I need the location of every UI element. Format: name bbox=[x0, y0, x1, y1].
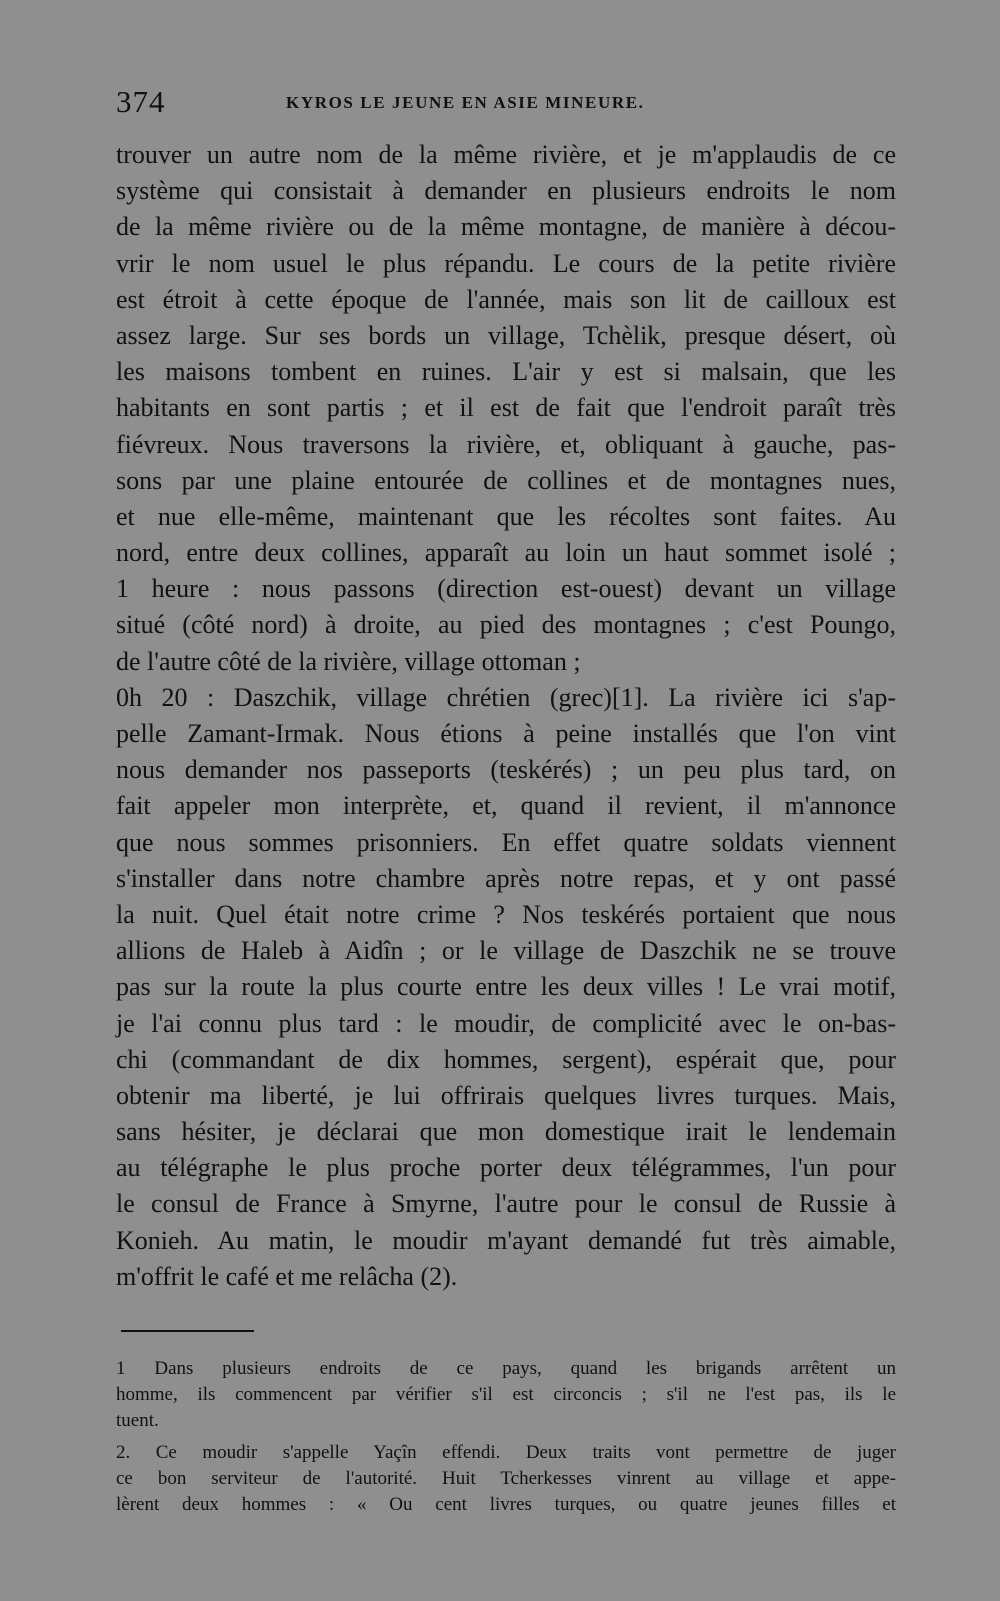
text-line: allions de Haleb à Aidîn ; or le village de Daszchik ne se trouve bbox=[116, 936, 896, 966]
body-text bbox=[116, 137, 896, 1295]
text-line: de l'autre côté de la rivière, village ottoman ; bbox=[116, 646, 581, 676]
text-line: habitants en sont partis ; et il est de fait que l'endroit paraît très bbox=[116, 393, 896, 423]
text-line: fait appeler mon interprète, et, quand il revient, il m'annonce bbox=[116, 791, 896, 821]
text-line: trouver un autre nom de la même rivière, et je m'applaudis de ce bbox=[116, 140, 896, 169]
footnotes bbox=[116, 1356, 896, 1518]
footnote-line: 2. Ce moudir s'appelle Yaçîn effendi. Deux traits vont permettre de juger bbox=[116, 1442, 896, 1463]
text-line: chi (commandant de dix hommes, sergent), espérait que, pour bbox=[116, 1044, 896, 1074]
text-line: obtenir ma liberté, je lui offrirais quelques livres turques. Mais, bbox=[116, 1080, 896, 1110]
text-line: de la même rivière ou de la même montagne, de manière à décou- bbox=[116, 212, 896, 242]
footnote-2 bbox=[116, 1440, 896, 1518]
text-line: nous demander nos passeports (teskérés) ; un peu plus tard, on bbox=[116, 755, 896, 785]
text-line: Konieh. Au matin, le moudir m'ayant demandé fut très aimable, bbox=[116, 1225, 896, 1255]
text-line: s'installer dans notre chambre après notre repas, et y ont passé bbox=[116, 863, 896, 893]
text-line: pas sur la route la plus courte entre les deux villes ! Le vrai motif, bbox=[116, 972, 896, 1002]
text-line: pelle Zamant-Irmak. Nous étions à peine installés que l'on vint bbox=[116, 719, 896, 748]
text-line: système qui consistait à demander en plusieurs endroits le nom bbox=[116, 176, 896, 206]
text-line: 1 heure : nous passons (direction est-ouest) devant un village bbox=[116, 574, 896, 604]
text-line: la nuit. Quel était notre crime ? Nos teskérés portaient que nous bbox=[116, 899, 896, 929]
text-line: assez large. Sur ses bords un village, Tchèlik, presque désert, où bbox=[116, 320, 896, 350]
footnote-separator bbox=[121, 1330, 254, 1332]
text-line: les maisons tombent en ruines. L'air y est si malsain, que les bbox=[116, 357, 896, 387]
text-line: est étroit à cette époque de l'année, mais son lit de cailloux est bbox=[116, 284, 896, 314]
text-line: le consul de France à Smyrne, l'autre pour le consul de Russie à bbox=[116, 1189, 896, 1219]
running-title: KYROS LE JEUNE EN ASIE MINEURE. bbox=[286, 93, 645, 112]
text-line: 0h 20 : Daszchik, village chrétien (grec)[1]. La rivière ici s'ap- bbox=[116, 682, 896, 712]
footnote-line: 1 Dans plusieurs endroits de ce pays, quand les brigands arrêtent un bbox=[116, 1358, 896, 1379]
footnote-1 bbox=[116, 1356, 896, 1434]
footnote-line: tuent. bbox=[116, 1410, 159, 1431]
footnote-line: ce bon serviteur de l'autorité. Huit Tcherkesses vinrent au village et appe- bbox=[116, 1468, 896, 1489]
footnote-line: lèrent deux hommes : « Ou cent livres turques, ou quatre jeunes filles et bbox=[116, 1494, 896, 1515]
text-line: nord, entre deux collines, apparaît au loin un haut sommet isolé ; bbox=[116, 538, 896, 568]
text-line: situé (côté nord) à droite, au pied des montagnes ; c'est Poungo, bbox=[116, 610, 896, 640]
text-line: que nous sommes prisonniers. En effet quatre soldats viennent bbox=[116, 827, 896, 857]
text-line: au télégraphe le plus proche porter deux télégrammes, l'un pour bbox=[116, 1153, 896, 1183]
footnote-line: homme, ils commencent par vérifier s'il est circoncis ; s'il ne l'est pas, ils le bbox=[116, 1384, 896, 1405]
page-number: 374 bbox=[116, 84, 166, 119]
text-line: fiévreux. Nous traversons la rivière, et, obliquant à gauche, pas- bbox=[116, 429, 896, 459]
text-line: sons par une plaine entourée de collines et de montagnes nues, bbox=[116, 465, 896, 495]
text-line: m'offrit le café et me relâcha (2). bbox=[116, 1261, 458, 1291]
text-line: et nue elle-même, maintenant que les récoltes sont faites. Au bbox=[116, 501, 896, 531]
text-line: sans hésiter, je déclarai que mon domestique irait le lendemain bbox=[116, 1117, 896, 1147]
text-line: vrir le nom usuel le plus répandu. Le cours de la petite rivière bbox=[116, 248, 896, 278]
text-line: je l'ai connu plus tard : le moudir, de complicité avec le on-bas- bbox=[116, 1008, 896, 1038]
page-header bbox=[116, 84, 892, 118]
